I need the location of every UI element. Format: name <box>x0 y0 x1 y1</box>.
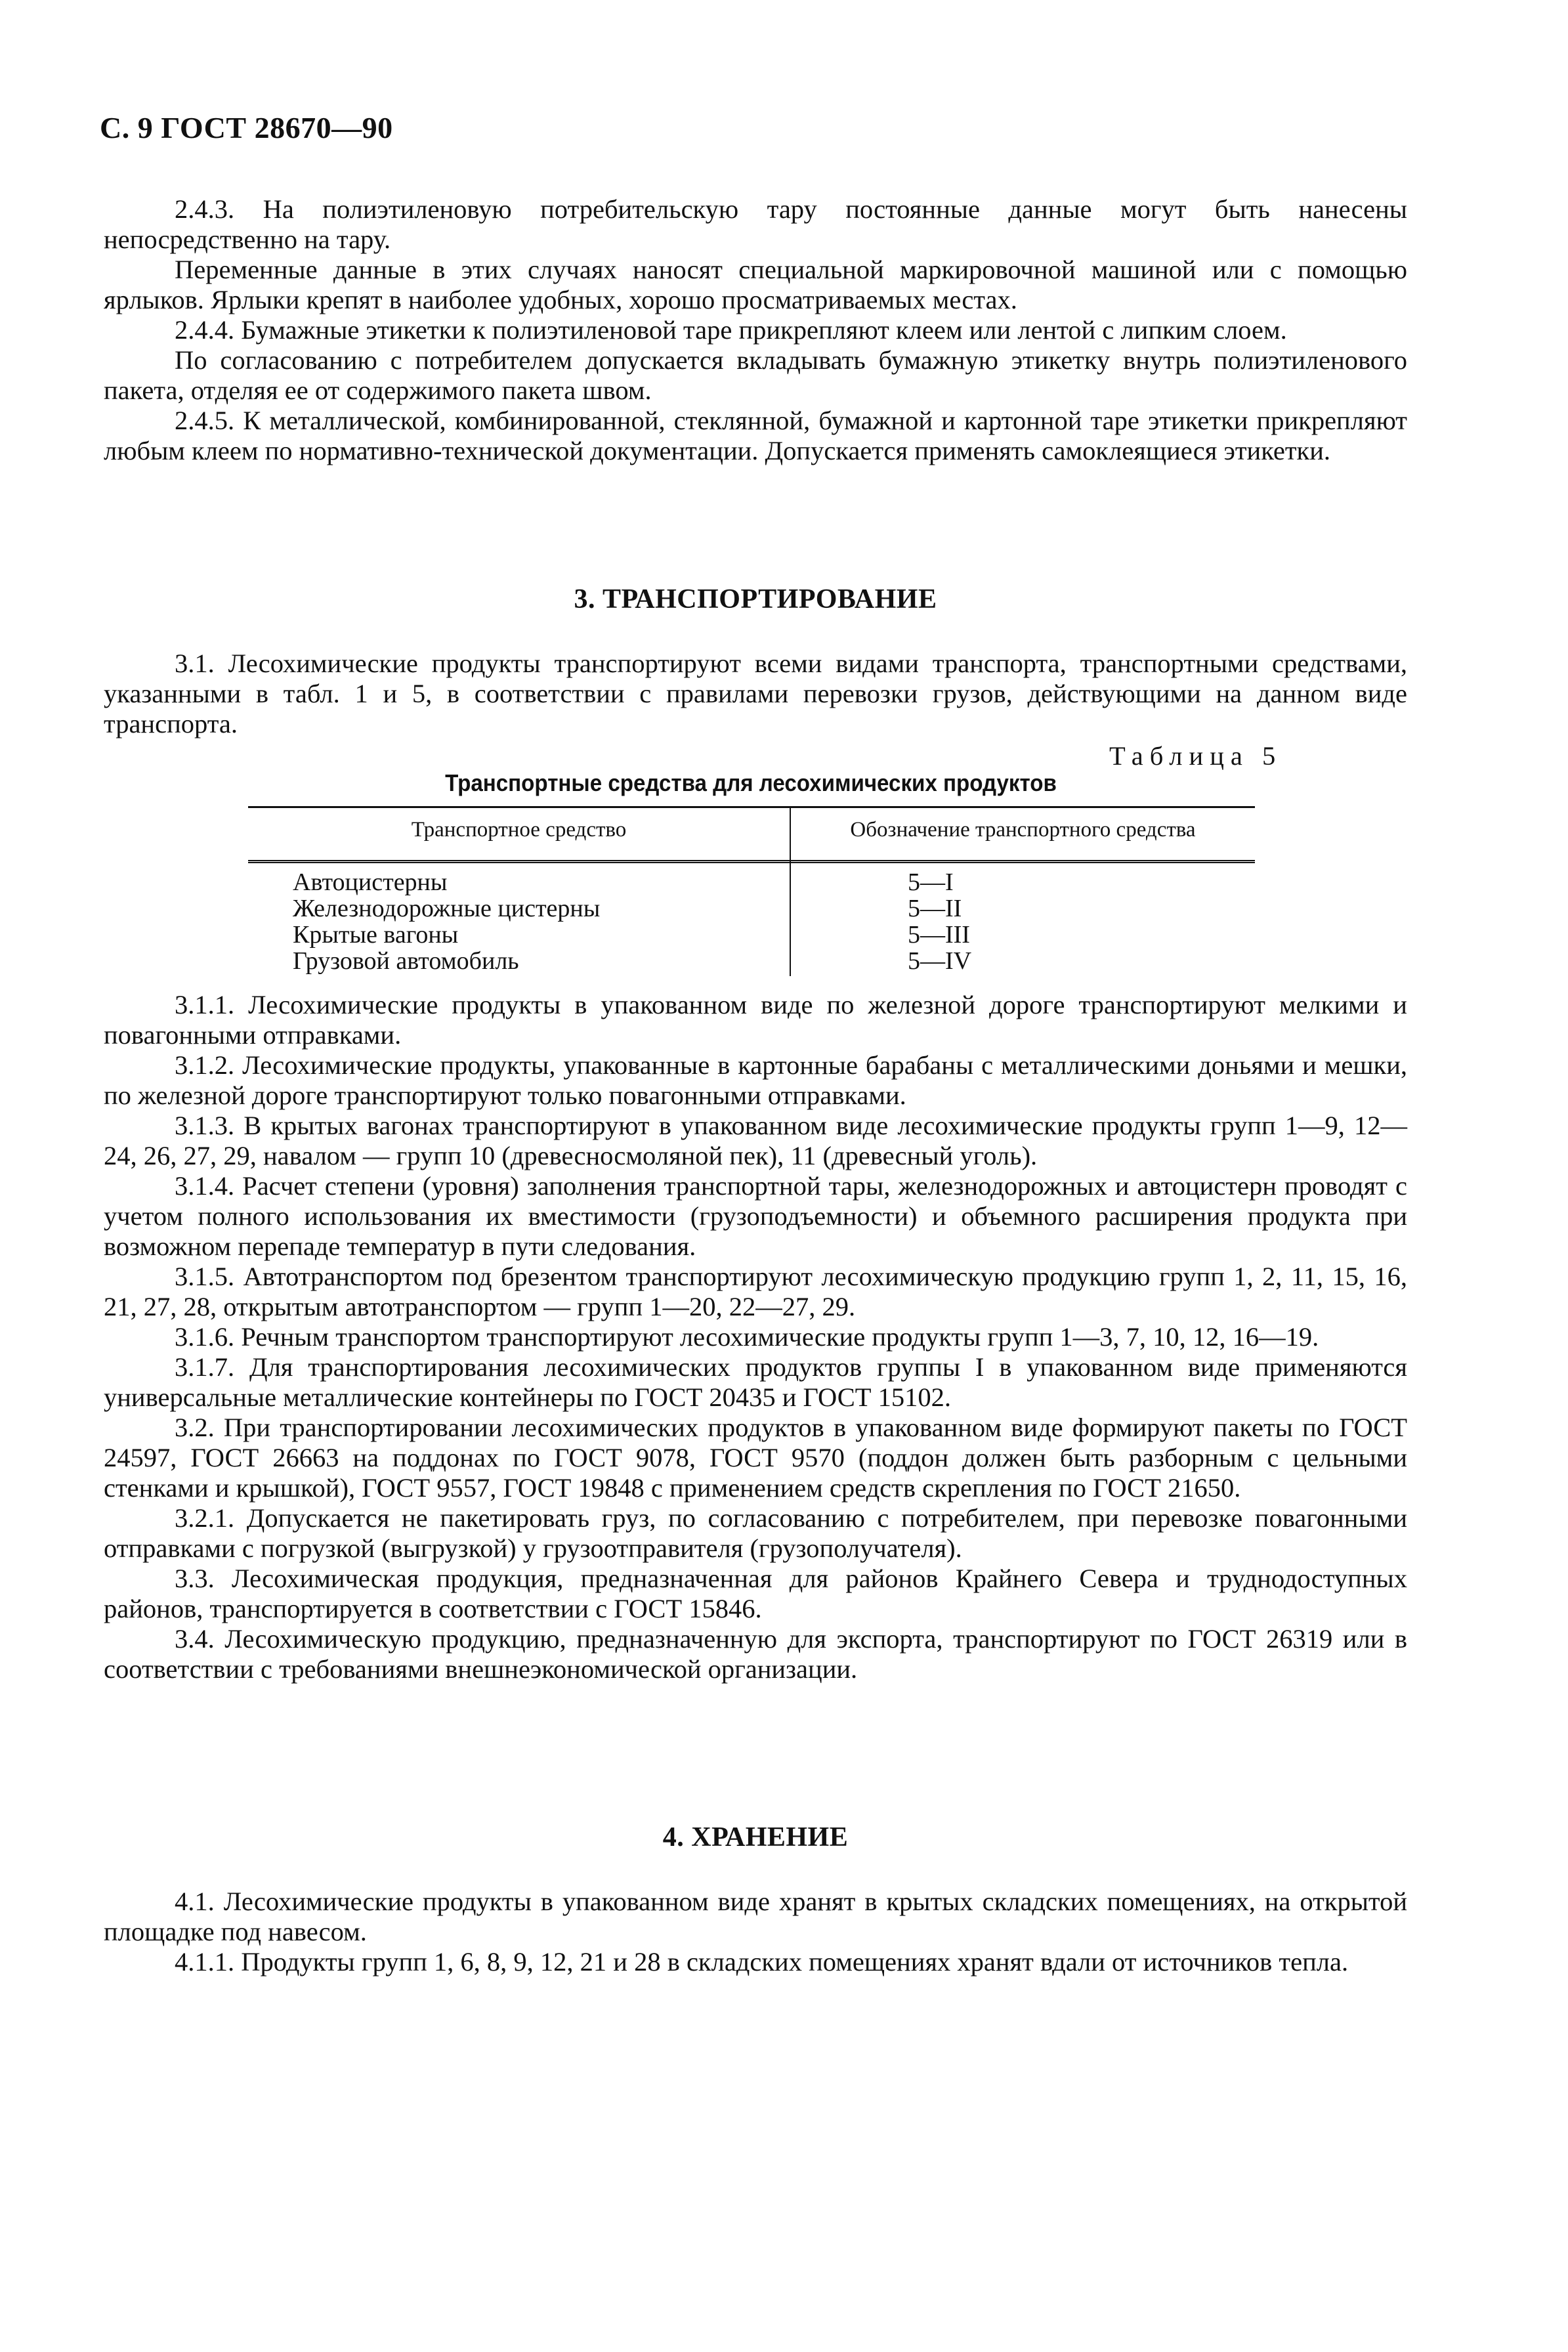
paragraph-3-4: 3.4. Лесохимическую продукцию, предназначенную для экспорта, транспортируют по ГОСТ 26319 или в соответствии с требованиями внешнеэкономической организации. <box>104 1624 1407 1684</box>
table-body <box>248 869 1255 974</box>
section-3-heading: 3. ТРАНСПОРТИРОВАНИЕ <box>574 584 937 614</box>
paragraph-variable-data: Переменные данные в этих случаях наносят специальной маркировочной машиной или с помощью ярлыков. Ярлыки крепят в наиболее удобных, хорошо просматриваемых местах. <box>104 255 1407 314</box>
table-row <box>248 922 1255 948</box>
table-cell-vehicle: Крытые вагоны <box>293 921 459 949</box>
table-title: Транспортные средства для лесохимических продуктов <box>445 769 1057 796</box>
table-number: Таблица 5 <box>1109 741 1282 771</box>
table-header-designation: Обозначение транспортного средства <box>850 818 1196 842</box>
paragraph-2-4-5: 2.4.5. К металлической, комбинированной, стеклянной, бумажной и картонной таре этикетки прикрепляют любым клеем по нормативно-технической документации. Допускается применять самоклеящиеся этикетки. <box>104 406 1407 465</box>
paragraph-3-1-4: 3.1.4. Расчет степени (уровня) заполнения транспортной тары, железнодорожных и автоцистерн проводят с учетом полного использования их вместимости (грузоподъемности) и объемного расширения продукта при возможном перепаде температур в пути следования. <box>104 1171 1407 1261</box>
paragraph-3-1-7: 3.1.7. Для транспортирования лесохимических продуктов группы I в упакованном виде применяются универсальные металлические контейнеры по ГОСТ 20435 и ГОСТ 15102. <box>104 1352 1407 1412</box>
table-header-rule <box>248 860 1255 863</box>
section-2-continuation <box>104 194 1407 466</box>
paragraph-3-1: 3.1. Лесохимические продукты транспортируют всеми видами транспорта, транспортными средствами, указанными в табл. 1 и 5, в соответствии с правилами перевозки грузов, действующими на данном виде транспорта. <box>104 649 1407 738</box>
table-cell-designation: 5—IV <box>908 947 972 975</box>
paragraph-3-3: 3.3. Лесохимическая продукция, предназначенная для районов Крайнего Севера и труднодоступных районов, транспортируется в соответствии с ГОСТ 15846. <box>104 1564 1407 1623</box>
paragraph-3-2-1: 3.2.1. Допускается не пакетировать груз, по согласованию с потребителем, при перевозке повагонными отправками с погрузкой (выгрузкой) у грузоотправителя (грузополучателя). <box>104 1503 1407 1563</box>
table-row <box>248 869 1255 895</box>
paragraph-4-1: 4.1. Лесохимические продукты в упакованном виде хранят в крытых складских помещениях, на открытой площадке под навесом. <box>104 1887 1407 1946</box>
paragraph-2-4-4: 2.4.4. Бумажные этикетки к полиэтиленовой таре прикрепляют клеем или лентой с липким слоем. <box>175 315 1287 345</box>
section-4-body <box>104 1887 1407 1977</box>
table-header-vehicle: Транспортное средство <box>411 818 627 842</box>
paragraph-3-1-5: 3.1.5. Автотранспортом под брезентом транспортируют лесохимическую продукцию групп 1, 2, 11, 15, 16, 21, 27, 28, открытым автотранспортом — групп 1—20, 22—27, 29. <box>104 1262 1407 1321</box>
section-4-heading-block <box>104 1822 1407 1852</box>
section-3-heading-block <box>104 584 1407 614</box>
table-cell-designation: 5—I <box>908 868 954 896</box>
paragraph-4-1-1: 4.1.1. Продукты групп 1, 6, 8, 9, 12, 21 и 28 в складских помещениях хранят вдали от источников тепла. <box>175 1947 1349 1977</box>
table-cell-designation: 5—III <box>908 921 970 949</box>
table-cell-vehicle: Автоцистерны <box>293 868 448 896</box>
paragraph-agreement: По согласованию с потребителем допускается вкладывать бумажную этикетку внутрь полиэтиленового пакета, отделяя ее от содержимого пакета швом. <box>104 345 1407 405</box>
paragraph-3-1-3: 3.1.3. В крытых вагонах транспортируют в упакованном виде лесохимические продукты групп 1—9, 12—24, 26, 27, 29, навалом — групп 10 (древесносмоляной пек), 11 (древесный уголь). <box>104 1111 1407 1170</box>
table-cell-vehicle: Железнодорожные цистерны <box>293 895 601 922</box>
paragraph-2-4-3: 2.4.3. На полиэтиленовую потребительскую тару постоянные данные могут быть нанесены непосредственно на тару. <box>104 194 1407 254</box>
paragraph-3-1-2: 3.1.2. Лесохимические продукты, упакованные в картонные барабаны с металлическими доньями и мешки, по железной дороге транспортируют только повагонными отправками. <box>104 1050 1407 1110</box>
table-top-rule <box>248 806 1255 808</box>
section-3-intro-block <box>104 649 1407 739</box>
page-header: С. 9 ГОСТ 28670—90 <box>100 111 393 144</box>
section-3-body <box>104 990 1407 1684</box>
table-row <box>248 948 1255 974</box>
paragraph-3-2: 3.2. При транспортировании лесохимических продуктов в упакованном виде формируют пакеты по ГОСТ 24597, ГОСТ 26663 на поддонах по ГОСТ 9078, ГОСТ 9570 (поддон должен быть разборным с цельными стенками и крышкой), ГОСТ 9557, ГОСТ 19848 с применением средств скрепления по ГОСТ 21650. <box>104 1413 1407 1503</box>
section-4-heading: 4. ХРАНЕНИЕ <box>662 1822 849 1852</box>
table-row <box>248 895 1255 922</box>
table-cell-designation: 5—II <box>908 895 962 922</box>
paragraph-3-1-6: 3.1.6. Речным транспортом транспортируют лесохимические продукты групп 1—3, 7, 10, 12, 16—19. <box>175 1322 1319 1352</box>
table-cell-vehicle: Грузовой автомобиль <box>293 947 519 975</box>
paragraph-3-1-1: 3.1.1. Лесохимические продукты в упакованном виде по железной дороге транспортируют мелкими и повагонными отправками. <box>104 990 1407 1050</box>
